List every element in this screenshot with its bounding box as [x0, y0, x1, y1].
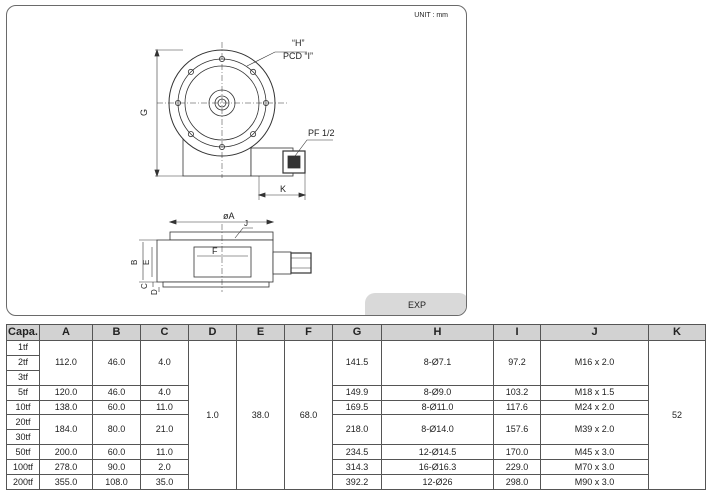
capa-cell: 30tf [7, 430, 40, 445]
header-b: B [93, 325, 141, 341]
side-connector-body [273, 252, 291, 274]
cell-i: 103.2 [494, 385, 541, 400]
cell-i: 298.0 [494, 475, 541, 490]
table-row [7, 400, 706, 415]
cell-h: 8-Ø14.0 [382, 415, 494, 445]
capa-cell: 3tf [7, 370, 40, 385]
cell-j: M39 x 2.0 [541, 415, 649, 445]
side-view-base [163, 282, 269, 287]
spec-table [6, 324, 706, 490]
header-i: I [494, 325, 541, 341]
cell-b: 80.0 [93, 415, 141, 445]
capa-cell: 1tf [7, 341, 40, 356]
cell-b: 46.0 [93, 385, 141, 400]
label-k: K [280, 184, 287, 194]
header-k: K [649, 325, 706, 341]
cell-a: 120.0 [40, 385, 93, 400]
side-view-top-plate [170, 232, 273, 240]
capa-cell: 5tf [7, 385, 40, 400]
cell-c: 4.0 [141, 385, 189, 400]
dimension-drawing [7, 6, 467, 316]
table-row [7, 460, 706, 475]
cell-g: 314.3 [333, 460, 382, 475]
cell-h: 16-Ø16.3 [382, 460, 494, 475]
top-view [155, 42, 333, 200]
label-a: øA [223, 211, 235, 221]
capa-cell: 2tf [7, 355, 40, 370]
cell-j: M16 x 2.0 [541, 341, 649, 386]
capa-cell: 200tf [7, 475, 40, 490]
cell-b: 60.0 [93, 400, 141, 415]
side-view [139, 220, 311, 292]
cell-i: 97.2 [494, 341, 541, 386]
header-c: C [141, 325, 189, 341]
cell-j: M18 x 1.5 [541, 385, 649, 400]
cell-c: 35.0 [141, 475, 189, 490]
table-row [7, 445, 706, 460]
table-header-row [7, 325, 706, 341]
label-h: “H” [292, 38, 305, 48]
cell-b: 90.0 [93, 460, 141, 475]
capa-cell: 10tf [7, 400, 40, 415]
cell-a: 112.0 [40, 341, 93, 386]
cell-j: M70 x 3.0 [541, 460, 649, 475]
label-b: B [130, 259, 139, 265]
g-arrow-bottom [155, 170, 159, 176]
cell-i: 117.6 [494, 400, 541, 415]
cell-j: M24 x 2.0 [541, 400, 649, 415]
cell-a: 184.0 [40, 415, 93, 445]
table-row [7, 415, 706, 430]
cell-j: M45 x 3.0 [541, 445, 649, 460]
cell-e: 38.0 [237, 341, 285, 490]
cell-a: 138.0 [40, 400, 93, 415]
cell-g: 169.5 [333, 400, 382, 415]
label-pcd: PCD “I” [283, 51, 313, 61]
capa-cell: 50tf [7, 445, 40, 460]
cell-g: 141.5 [333, 341, 382, 386]
header-f: F [285, 325, 333, 341]
table-row [7, 341, 706, 356]
label-j: J [244, 219, 248, 228]
cell-h: 8-Ø7.1 [382, 341, 494, 386]
connector-fitting [288, 156, 300, 168]
cell-b: 46.0 [93, 341, 141, 386]
cell-g: 392.2 [333, 475, 382, 490]
header-d: D [189, 325, 237, 341]
label-g: G [139, 108, 149, 116]
cell-i: 229.0 [494, 460, 541, 475]
header-j: J [541, 325, 649, 341]
cell-g: 218.0 [333, 415, 382, 445]
header-h: H [382, 325, 494, 341]
cell-h: 12-Ø26 [382, 475, 494, 490]
side-connector-nut [291, 253, 311, 273]
capa-cell: 20tf [7, 415, 40, 430]
cell-d: 1.0 [189, 341, 237, 490]
header-capa: Capa. [7, 325, 40, 341]
header-e: E [237, 325, 285, 341]
unit-label: UNIT : mm [414, 12, 448, 19]
cell-c: 4.0 [141, 341, 189, 386]
cell-h: 8-Ø11.0 [382, 400, 494, 415]
label-c: C [140, 283, 149, 289]
cell-a: 355.0 [40, 475, 93, 490]
label-pf: PF 1/2 [308, 128, 335, 138]
cell-i: 170.0 [494, 445, 541, 460]
cell-c: 11.0 [141, 445, 189, 460]
cell-g: 149.9 [333, 385, 382, 400]
cell-c: 21.0 [141, 415, 189, 445]
cell-g: 234.5 [333, 445, 382, 460]
a-arrow-left [170, 220, 176, 224]
header-a: A [40, 325, 93, 341]
cell-c: 11.0 [141, 400, 189, 415]
label-e: E [142, 259, 151, 265]
cell-j: M90 x 3.0 [541, 475, 649, 490]
capa-cell: 100tf [7, 460, 40, 475]
table-row [7, 385, 706, 400]
header-g: G [333, 325, 382, 341]
cell-h: 8-Ø9.0 [382, 385, 494, 400]
drawing-panel [6, 5, 467, 316]
cell-k: 52 [649, 341, 706, 490]
k-arrow-right [299, 193, 305, 197]
cell-a: 278.0 [40, 460, 93, 475]
cell-b: 60.0 [93, 445, 141, 460]
cell-a: 200.0 [40, 445, 93, 460]
cell-f: 68.0 [285, 341, 333, 490]
label-f: F [212, 246, 218, 256]
label-d: D [150, 289, 159, 295]
cell-b: 108.0 [93, 475, 141, 490]
exp-tab[interactable]: EXP [365, 293, 467, 316]
table-row [7, 475, 706, 490]
cell-h: 12-Ø14.5 [382, 445, 494, 460]
cell-i: 157.6 [494, 415, 541, 445]
g-arrow-top [155, 50, 159, 56]
a-arrow-right [267, 220, 273, 224]
k-arrow-left [259, 193, 265, 197]
cell-c: 2.0 [141, 460, 189, 475]
